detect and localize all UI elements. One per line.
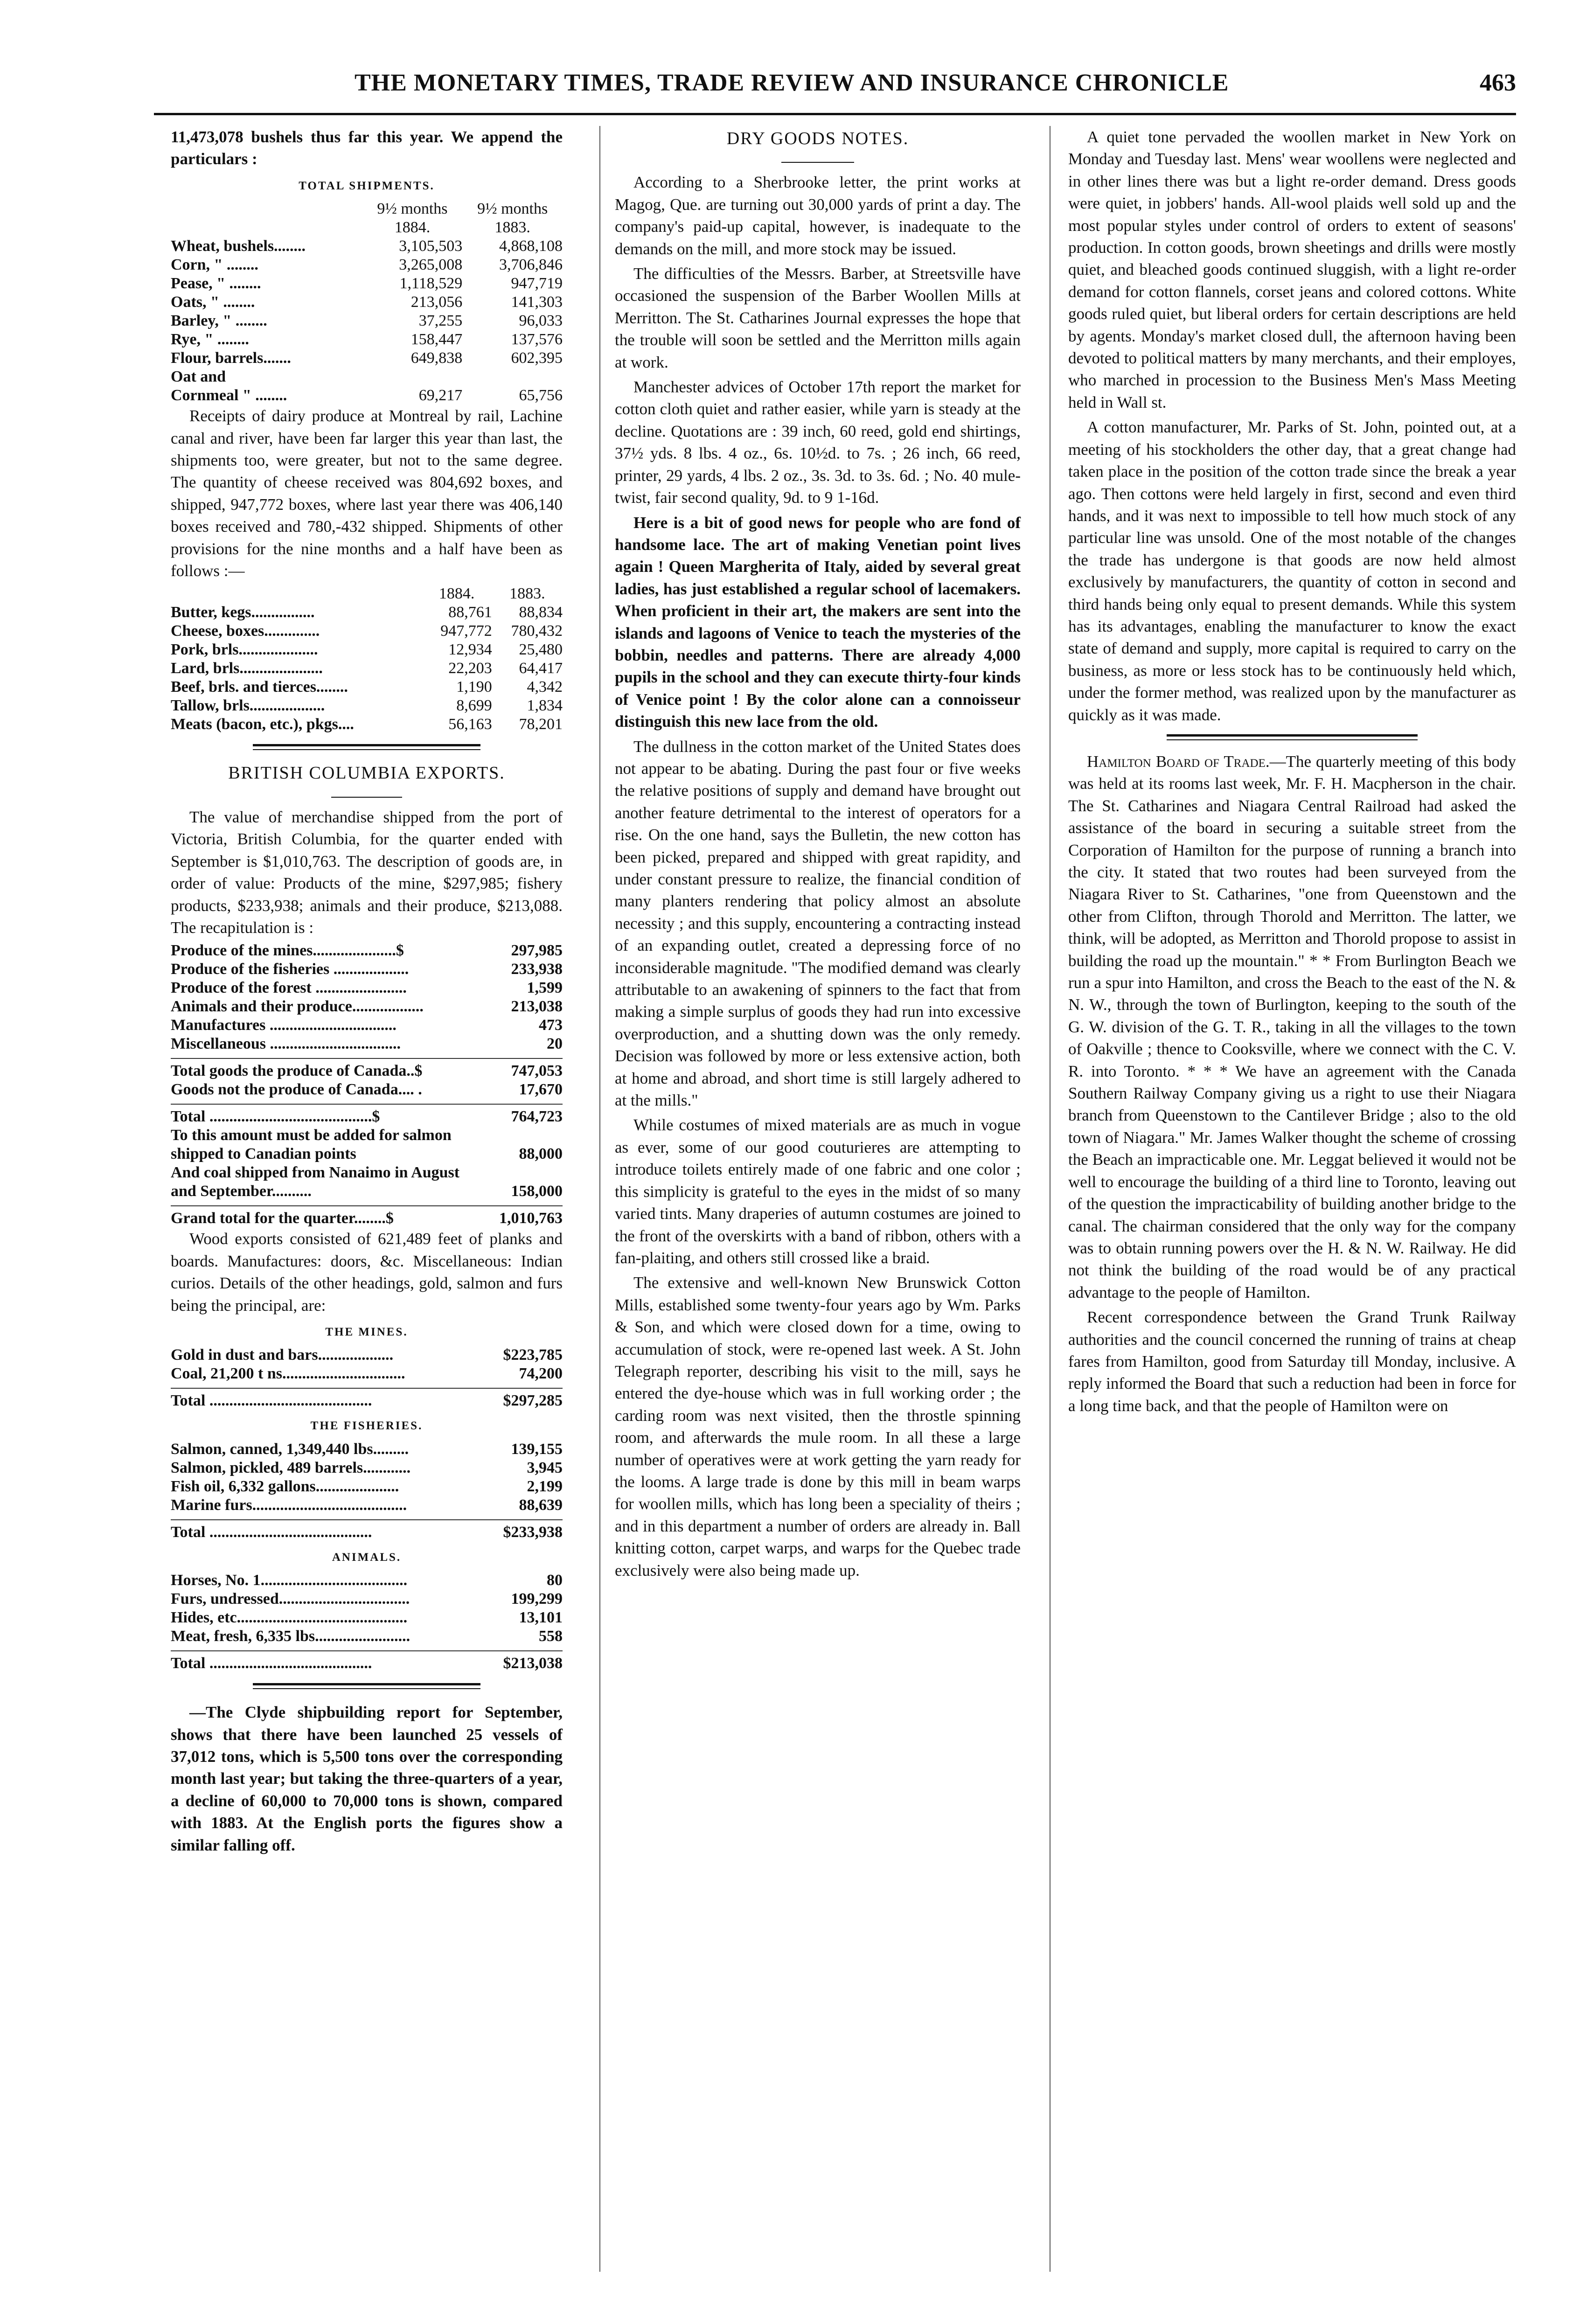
- article-paragraph: Recent correspondence between the Grand Trunk Railway authorities and the council concerned the running of trains at cheap fares from Hamilton, good from Saturday till Monday, inclusive. A reply informed the Board that such a reduction had been in force for a long time back, and that the people of Hamilton were on: [1068, 1308, 1516, 1415]
- table-row: Rye, " ........ 158,447 137,576: [171, 331, 563, 348]
- column-left: [171, 126, 563, 1859]
- table-row: Barley, " ........ 37,255 96,033: [171, 312, 563, 330]
- table-row: Corn, " ........ 3,265,008 3,706,846: [171, 256, 563, 274]
- animals-heading: ANIMALS.: [332, 1551, 402, 1564]
- section-heading: BRITISH COLUMBIA EXPORTS.: [228, 763, 505, 783]
- intro-text: 11,473,078 bushels thus far this year. We append the particulars :: [171, 128, 563, 168]
- col-header: 9½ months: [377, 200, 448, 218]
- ledger-row: Manufactures ................................ 473: [171, 1016, 563, 1034]
- table-row: Cornmeal " ........ 69,217 65,756: [171, 387, 563, 404]
- ledger-row: Grand total for the quarter........$ 1,010,763: [171, 1205, 563, 1228]
- fisheries-heading: THE FISHERIES.: [310, 1419, 423, 1433]
- ledger-row: Total ......................................... $213,038: [171, 1650, 563, 1673]
- article-paragraph: Manchester advices of October 17th report the market for cotton cloth quiet and rather easier, while yarn is steady at the decline. Quotations are : 39 inch, 60 reed, gold end shirtings, 37½ yds. 8 lbs. 4 oz., 6s. 10½d. to 7s. ; 26 inch, 66 reed, printer, 29 yards, 4 lbs. 2 oz., 3s. 3d. to 3s. 6d. ; No. 40 mule-twist, fair second quality, 9d. to 9 1-16d.: [615, 378, 1021, 507]
- column-middle: [615, 126, 1021, 1584]
- ledger-row: Marine furs....................................... 88,639: [171, 1496, 563, 1514]
- animals-ledger: [171, 1571, 563, 1673]
- column-divider: [599, 126, 600, 2272]
- ledger-row: Salmon, pickled, 489 barrels............ 3,945: [171, 1459, 563, 1476]
- page-number: 463: [1480, 70, 1516, 96]
- ledger-row: Produce of the fisheries ................... 233,938: [171, 960, 563, 978]
- table-row: Lard, brls..................... 22,203 64,417: [171, 660, 563, 677]
- heading-rule: [781, 162, 855, 163]
- clyde-paragraph: —The Clyde shipbuilding report for September, shows that there have been launched 25 vessels of 37,012 tons, which is 5,500 tons over the corresponding month last year; but taking the three-quarters of a year, a decline of 60,000 to 70,000 tons is shown, compared with 1883. At the English ports the figures show a similar falling off.: [171, 1703, 563, 1854]
- ledger-row: Gold in dust and bars................... $223,785: [171, 1346, 563, 1364]
- table-row: Pork, brls.................... 12,934 25,480: [171, 641, 563, 659]
- page-title: THE MONETARY TIMES, TRADE REVIEW AND INSURANCE CHRONICLE: [355, 70, 1229, 96]
- ledger-row: Total .........................................$ 764,723: [171, 1104, 563, 1126]
- section-divider: [253, 744, 480, 750]
- ledger-row: Animals and their produce.................. 213,038: [171, 998, 563, 1016]
- bc-paragraph: The value of merchandise shipped from the port of Victoria, British Columbia, for the quarter ended with September is $1,010,763. The description of goods are, in order of value: Products of the mine, $297,985; fishery products, $233,938; animals and their produce, $213,088. The recapitulation is :: [171, 807, 563, 937]
- section-divider: [1167, 734, 1418, 740]
- ledger-row: Fish oil, 6,332 gallons..................... 2,199: [171, 1477, 563, 1495]
- table-row: Butter, kegs................ 88,761 88,834: [171, 604, 563, 621]
- ledger-row: Total ......................................... $233,938: [171, 1519, 563, 1542]
- wood-paragraph: Wood exports consisted of 621,489 feet of planks and boards. Manufactures: doors, &c. Miscellaneous: Indian curios. Details of the other headings, gold, salmon and furs being the principal, are:: [171, 1230, 563, 1315]
- table-row: Pease, " ........ 1,118,529 947,719: [171, 275, 563, 292]
- ledger-row: Produce of the mines.....................$ 297,985: [171, 942, 563, 960]
- ledger-row: And coal shipped from Nanaimo in August and September.......... 158,000: [171, 1164, 563, 1200]
- table-row: Beef, brls. and tierces........ 1,190 4,342: [171, 678, 563, 696]
- article-paragraph: While costumes of mixed materials are as much in vogue as ever, some of our good couturieres are attempting to introduce toilets entirely made of one fabric and one color ; this simplicity is grateful to the eyes in the midst of so many varied tints. Many draperies of autumn costumes are joined to the front of the overskirts with a band of ribbon, others with a fan-plaiting, and others still crossed like a braid.: [615, 1116, 1021, 1267]
- hamilton-body: —The quarterly meeting of this body was held at its rooms last week, Mr. F. H. Macpherson in the chair. The St. Catharines and Niagara Central Railroad had asked the assistance of the board in securing a suitable street from the Corporation of Hamilton for the purpose of running a branch into the city. It stated that two routes had been surveyed from the Niagara River to St. Catharines, "one from Queenstown and the other from Clifton, through Thorold and Merritton. The latter, we think, will be adopted, as Merritton and Thorold propose to assist in building the road up the mountain." * * From Burlington Beach we run a spur into Hamilton, and cross the Beach to the east of the N. & N. W., through the town of Burlington, keeping to the south of the G. W. division of the G. T. R., taking in all the villages to the town of Oakville ; thence to Cooksville, where we connect with the C. V. R. into Toronto. * * * We have an agreement with the Canada Southern Railway Company giving us a right to use their Niagara branch from Queenstown to the Cantilever Bridge ; also to the old town of Niagara." Mr. James Walker thought the scheme of crossing the Beach an impracticable one. Mr. Leggat believed it would not be well to encourage the building of a third line to Toronto, leaving out of the question the impracticability of building another bridge to the canal. The chairman considered that the only way for the company was to obtain running powers over the H. & N. W. Railway. He did not think the building of the road would be of any practical advantage to the people of Hamilton.: [1068, 752, 1516, 1301]
- hamilton-paragraph: [1068, 751, 1516, 1303]
- article-paragraph: The dullness in the cotton market of the United States does not appear to be abating. During the past four or five weeks the relative positions of supply and demand have brought out another feature detrimental to the interest of operators for a rise. On the one hand, says the Bulletin, the new cotton has been picked, prepared and shipped with great rapidity, and under constant pressure to realize, the financial condition of many planters rendering that policy almost an absolute necessity ; and this supply, encountering a contracting instead of an expanding outlet, created a depressing force of no inconsiderable magnitude. "The modified demand was clearly attributable to an awakening of spinners to the fact that from making a simple surplus of goods they had run into excessive overproduction, and a shutting down was the only remedy. Decision was followed by more or less extensive action, both at home and abroad, and short time is still largely adhered to at the mills.": [615, 737, 1021, 1110]
- article-paragraph: Here is a bit of good news for people who are fond of handsome lace. The art of making Venetian point lives again ! Queen Margherita of Italy, aided by several great ladies, has just established a regular school of lacemakers. When proficient in their art, the makers are sent into the islands and lagoons of Venice to teach the mysteries of the bobbin, needles and patterns. There are already 4,000 pupils in the school and they can execute thirty-four kinds of Venice point ! By the color alone can a connoisseur distinguish this new lace from the old.: [615, 513, 1021, 731]
- ledger-row: Hides, etc........................................... 13,101: [171, 1609, 563, 1627]
- article-paragraph: According to a Sherbrooke letter, the print works at Magog, Que. are turning out 30,000 yards of print a day. The company's paid-up capital, however, is inadequate to the demands on the mill, and more stock may be issued.: [615, 173, 1021, 258]
- heading-rule: [331, 797, 402, 798]
- ledger-row: Produce of the forest ....................... 1,599: [171, 979, 563, 997]
- article-paragraph: A quiet tone pervaded the woollen market in New York on Monday and Tuesday last. Mens' wear woollens were neglected and in other lines there was but a light re-order demand. Dress goods were quiet, in jobbers' hands. All-wool plaids well sold up and the most popular styles under control of orders to extent of seasons' production. In cotton goods, brown sheetings and drills were mostly quiet, and bleached goods continued sluggish, with a light re-order demand for cotton flannels, corset jeans and colored cottons. White goods ruled quiet, but liberal orders for certain descriptions are held by agents. Monday's market closed dull, the afternoon having been devoted to political matters by many merchants, and their employes, who marched in procession to the Business Men's Mass Meeting held in Wall st.: [1068, 128, 1516, 411]
- table-row: Oat and: [171, 368, 226, 386]
- section-heading: DRY GOODS NOTES.: [726, 129, 909, 148]
- col-header: 1883.: [509, 585, 545, 603]
- col-header: 9½ months: [477, 200, 548, 218]
- shipments-heading: TOTAL SHIPMENTS.: [299, 179, 435, 192]
- ledger-row: Meat, fresh, 6,335 lbs........................ 558: [171, 1628, 563, 1645]
- mines-ledger: [171, 1346, 563, 1410]
- table-row: Tallow, brls................... 8,699 1,834: [171, 697, 563, 715]
- article-paragraph: A cotton manufacturer, Mr. Parks of St. John, pointed out, at a meeting of his stockholders the other day, that a great change had taken place in the position of the cotton trade since the break a year ago. Then cottons were held largely in first, second and even third hands, and it was next to impossible to tell how much stock of any particular line was unsold. One of the most notable of the changes the trade has undergone is that goods are now held almost exclusively by manufacturers, the quantity of cotton in second and third hands being only equal to present demands. While this system has its advantages, enabling the manufacturer to know the exact state of demand and supply, more capital is required to carry on the business, as more or less stock has to be continuously held which, under the former method, was realized upon by the manufacturer as quickly as it was made.: [1068, 418, 1516, 724]
- col-header: 1884.: [438, 585, 475, 603]
- table-row: Wheat, bushels........ 3,105,503 4,868,108: [171, 237, 563, 255]
- article-paragraph: The difficulties of the Messrs. Barber, at Streetsville have occasioned the suspension of the Barber Woollen Mills at Merritton. The St. Catharines Journal expresses the hope that the trouble will soon be settled and the Merritton mills again at work.: [615, 264, 1021, 371]
- provisions-table: [171, 584, 563, 734]
- mines-heading: THE MINES.: [325, 1325, 408, 1338]
- table-row: Meats (bacon, etc.), pkgs.... 56,163 78,201: [171, 716, 563, 733]
- receipts-paragraph: Receipts of dairy produce at Montreal by rail, Lachine canal and river, have been far larger this year than last, the shipments too, were greater, but not to the same degree. The quantity of cheese received was 804,692 boxes, and shipped, 947,772 boxes, where last year there was 406,140 boxes received and 780,-432 shipped. Shipments of other provisions for the nine months and a half have been as follows :—: [171, 407, 563, 580]
- ledger-row: Coal, 21,200 t ns............................... 74,200: [171, 1365, 563, 1383]
- page-header: [154, 61, 1516, 103]
- fisheries-ledger: [171, 1440, 563, 1542]
- column-right: [1068, 126, 1516, 1419]
- shipments-table: [171, 200, 563, 405]
- table-row: Flour, barrels....... 649,838 602,395: [171, 349, 563, 367]
- article-paragraph: The extensive and well-known New Brunswick Cotton Mills, established some twenty-four years ago by Wm. Parks & Son, and which were closed down for a time, owing to accumulation of stock, were re-opened last week. A St. John Telegraph reporter, describing his visit to the mill, says he entered the dye-house which was in full working order ; the carding room was next visited, then the throstle spinning room, and afterwards the mule room. In all these a large number of operatives were at work getting the yarn ready for the looms. A large trade is done by this mill in beam warps for woollen mills, which has long been a speciality of theirs ; and in this department a number of orders are already in. Ball knitting cotton, carpet warps, and warps for the Quebec trade exclusively were also being made up.: [615, 1273, 1021, 1579]
- ledger-row: To this amount must be added for salmon shipped to Canadian points 88,000: [171, 1127, 563, 1163]
- col-header: 1884.: [394, 219, 431, 237]
- ledger-row: Total goods the produce of Canada..$ 747,053: [171, 1058, 563, 1080]
- ledger-row: Furs, undressed................................. 199,299: [171, 1590, 563, 1608]
- ledger-row: Goods not the produce of Canada.... . 17,670: [171, 1081, 563, 1099]
- recap-ledger: [171, 941, 563, 1228]
- hamilton-lead: Hamilton Board of Trade.: [1087, 752, 1270, 771]
- ledger-row: Miscellaneous ................................. 20: [171, 1035, 563, 1053]
- section-divider: [253, 1683, 480, 1689]
- col-header: 1883.: [494, 219, 530, 237]
- table-row: Cheese, boxes.............. 947,772 780,432: [171, 622, 563, 640]
- header-rule: [154, 113, 1516, 115]
- ledger-row: Salmon, canned, 1,349,440 lbs......... 139,155: [171, 1440, 563, 1458]
- ledger-row: Horses, No. 1..................................... 80: [171, 1572, 563, 1589]
- ledger-row: Total ......................................... $297,285: [171, 1388, 563, 1410]
- table-row: Oats, " ........ 213,056 141,303: [171, 293, 563, 311]
